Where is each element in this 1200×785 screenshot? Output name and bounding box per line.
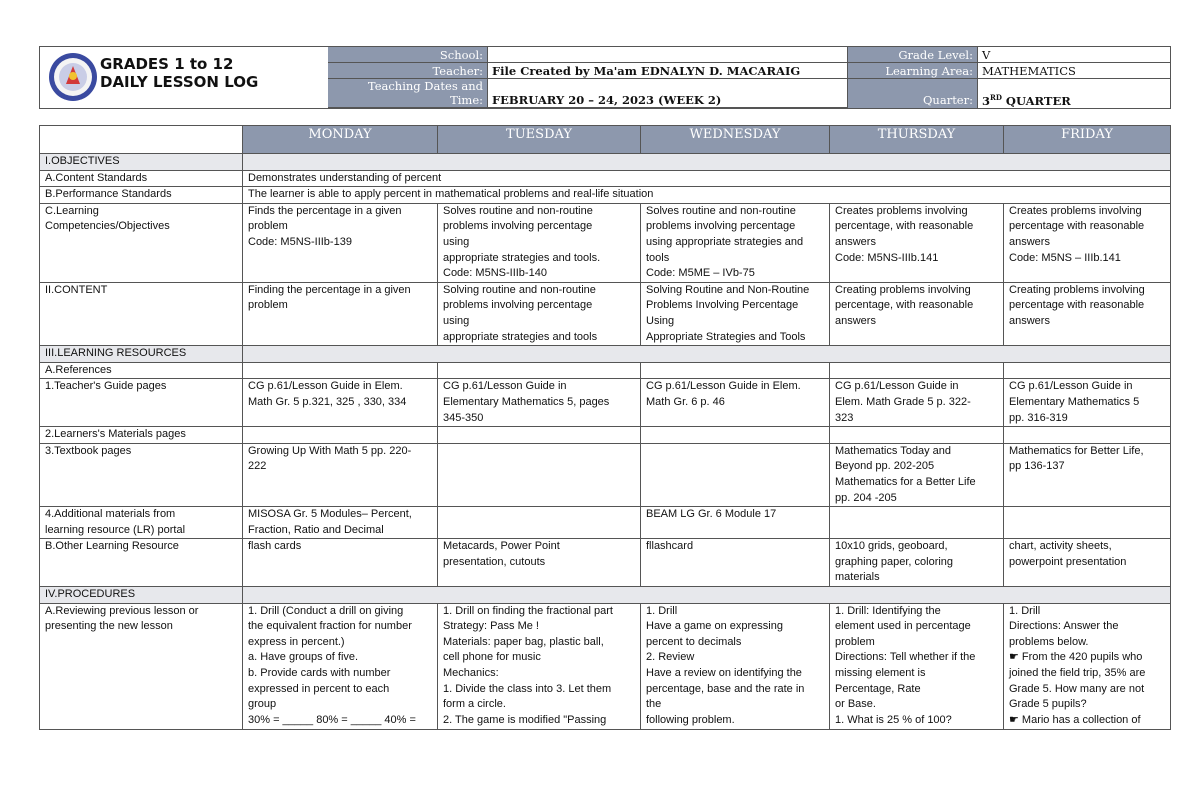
- content-standards-value: Demonstrates understanding of percent: [243, 170, 1171, 187]
- competencies-thursday: Creates problems involving percentage, with reasonable answers Code: M5NS-IIIb.141: [830, 203, 1004, 282]
- teachers-guide-friday: CG p.61/Lesson Guide in Elementary Mathematics 5 pp. 316-319: [1004, 379, 1171, 427]
- other-thursday: 10x10 grids, geoboard, graphing paper, coloring materials: [830, 539, 1004, 587]
- competencies-friday: Creates problems involving percentage with reasonable answers Code: M5NS – IIIb.141: [1004, 203, 1171, 282]
- quarter-number: 3: [982, 93, 991, 108]
- dates-label: [328, 79, 488, 108]
- other-friday: chart, activity sheets, powerpoint presentation: [1004, 539, 1171, 587]
- textbook-label: 3.Textbook pages: [40, 443, 243, 506]
- performance-standards-value: The learner is able to apply percent in mathematical problems and real-life situation: [243, 187, 1171, 204]
- title-grades: GRADES 1 to 12: [100, 55, 234, 73]
- learners-materials-row: [40, 427, 1171, 444]
- procedures-heading: IV.PROCEDURES: [40, 587, 243, 604]
- dates-label-line2: Time:: [450, 93, 483, 107]
- additional-thursday: [830, 507, 1004, 539]
- learning-resources-blank: [243, 346, 1171, 363]
- quarter-label: Quarter:: [848, 79, 978, 108]
- header-grid: [328, 47, 1170, 108]
- competencies-wednesday: Solves routine and non-routine problems involving percentage using appropriate strategies and tools Code: M5ME – IVb-75: [641, 203, 830, 282]
- content-wednesday: Solving Routine and Non-Routine Problems Involving Percentage Using Appropriate Strategies and Tools: [641, 282, 830, 345]
- textbook-thursday: Mathematics Today and Beyond pp. 202-205 Mathematics for a Better Life pp. 204 -205: [830, 443, 1004, 506]
- corner-cell: [40, 126, 243, 154]
- references-row: [40, 362, 1171, 379]
- textbook-tuesday: [438, 443, 641, 506]
- content-row: [40, 282, 1171, 345]
- day-thursday: THURSDAY: [830, 126, 1004, 154]
- textbook-wednesday: [641, 443, 830, 506]
- reviewing-label: A.Reviewing previous lesson or presenting the new lesson: [40, 603, 243, 729]
- school-label: School:: [328, 47, 488, 63]
- objectives-heading: I.OBJECTIVES: [40, 154, 243, 171]
- content-friday: Creating problems involving percentage with reasonable answers: [1004, 282, 1171, 345]
- teachers-guide-monday: CG p.61/Lesson Guide in Elem. Math Gr. 5 p.321, 325 , 330, 334: [243, 379, 438, 427]
- reviewing-friday: 1. Drill Directions: Answer the problems below. ☛ From the 420 pupils who joined the field trip, 35% are Grade 5. How many are not Grade 5 pupils? ☛ Mario has a collection of: [1004, 603, 1171, 729]
- textbook-friday: Mathematics for Better Life, pp 136-137: [1004, 443, 1171, 506]
- reviewing-row: [40, 603, 1171, 729]
- dates-value: FEBRUARY 20 – 24, 2023 (WEEK 2): [488, 79, 848, 108]
- teachers-guide-wednesday: CG p.61/Lesson Guide in Elem. Math Gr. 6 p. 46: [641, 379, 830, 427]
- additional-friday: [1004, 507, 1171, 539]
- grade-value: V: [978, 47, 1170, 63]
- quarter-suffix: RD: [990, 93, 1002, 102]
- deped-seal-icon: [48, 52, 98, 102]
- content-thursday: Creating problems involving percentage, with reasonable answers: [830, 282, 1004, 345]
- references-label: A.References: [40, 362, 243, 379]
- day-header-row: [40, 126, 1171, 154]
- log-header: [39, 46, 1171, 109]
- competencies-row: [40, 203, 1171, 282]
- teachers-guide-tuesday: CG p.61/Lesson Guide in Elementary Mathematics 5, pages 345-350: [438, 379, 641, 427]
- teacher-label: Teacher:: [328, 63, 488, 79]
- other-wednesday: fllashcard: [641, 539, 830, 587]
- other-tuesday: Metacards, Power Point presentation, cutouts: [438, 539, 641, 587]
- other-resource-row: [40, 539, 1171, 587]
- competencies-label: C.Learning Competencies/Objectives: [40, 203, 243, 282]
- title-block: [40, 47, 329, 108]
- lesson-log-table: [39, 125, 1171, 730]
- reviewing-tuesday: 1. Drill on finding the fractional part Strategy: Pass Me ! Materials: paper bag, plastic ball, cell phone for music Mechanics: 1. Divide the class into 3. Let them form a circle. 2. The game is modified "Passing: [438, 603, 641, 729]
- competencies-monday: Finds the percentage in a given problem Code: M5NS-IIIb-139: [243, 203, 438, 282]
- grade-label: Grade Level:: [848, 47, 978, 63]
- content-standards-label: A.Content Standards: [40, 170, 243, 187]
- other-resource-label: B.Other Learning Resource: [40, 539, 243, 587]
- reviewing-monday: 1. Drill (Conduct a drill on giving the equivalent fraction for number express in percent.) a. Have groups of five. b. Provide cards with number expressed in percent to each group 30% = _____ 80% = _____ 40% =: [243, 603, 438, 729]
- additional-wednesday: BEAM LG Gr. 6 Module 17: [641, 507, 830, 539]
- procedures-blank: [243, 587, 1171, 604]
- performance-standards-row: [40, 187, 1171, 204]
- textbook-monday: Growing Up With Math 5 pp. 220- 222: [243, 443, 438, 506]
- area-value: MATHEMATICS: [978, 63, 1170, 79]
- teachers-guide-label: 1.Teacher's Guide pages: [40, 379, 243, 427]
- other-monday: flash cards: [243, 539, 438, 587]
- learning-resources-heading: III.LEARNING RESOURCES: [40, 346, 243, 363]
- performance-standards-label: B.Performance Standards: [40, 187, 243, 204]
- day-friday: FRIDAY: [1004, 126, 1171, 154]
- content-standards-row: [40, 170, 1171, 187]
- teachers-guide-thursday: CG p.61/Lesson Guide in Elem. Math Grade 5 p. 322- 323: [830, 379, 1004, 427]
- additional-tuesday: [438, 507, 641, 539]
- content-monday: Finding the percentage in a given problem: [243, 282, 438, 345]
- school-value: [488, 47, 848, 63]
- additional-materials-row: [40, 507, 1171, 539]
- reviewing-thursday: 1. Drill: Identifying the element used in percentage problem Directions: Tell whether if the missing element is Percentage, Rate or Base. 1. What is 25 % of 100?: [830, 603, 1004, 729]
- reviewing-wednesday: 1. Drill Have a game on expressing percent to decimals 2. Review Have a review on identifying the percentage, base and the rate in the following problem.: [641, 603, 830, 729]
- dates-label-line1: Teaching Dates and: [367, 79, 483, 93]
- objectives-blank: [243, 154, 1171, 171]
- procedures-section-row: [40, 587, 1171, 604]
- quarter-text: QUARTER: [1005, 93, 1071, 108]
- textbook-row: [40, 443, 1171, 506]
- area-label: Learning Area:: [848, 63, 978, 79]
- day-monday: MONDAY: [243, 126, 438, 154]
- day-tuesday: TUESDAY: [438, 126, 641, 154]
- teacher-value: File Created by Ma'am EDNALYN D. MACARAIG: [488, 63, 848, 79]
- competencies-tuesday: Solves routine and non-routine problems involving percentage using appropriate strategies and tools. Code: M5NS-IIIb-140: [438, 203, 641, 282]
- additional-monday: MISOSA Gr. 5 Modules– Percent, Fraction, Ratio and Decimal: [243, 507, 438, 539]
- teachers-guide-row: [40, 379, 1171, 427]
- objectives-section-row: [40, 154, 1171, 171]
- learners-materials-label: 2.Learners's Materials pages: [40, 427, 243, 444]
- learning-resources-section-row: [40, 346, 1171, 363]
- content-tuesday: Solving routine and non-routine problems involving percentage using appropriate strategies and tools: [438, 282, 641, 345]
- day-wednesday: WEDNESDAY: [641, 126, 830, 154]
- additional-materials-label: 4.Additional materials from learning resource (LR) portal: [40, 507, 243, 539]
- content-label: II.CONTENT: [40, 282, 243, 345]
- quarter-value: [978, 79, 1170, 108]
- title-daily-lesson-log: DAILY LESSON LOG: [100, 73, 259, 91]
